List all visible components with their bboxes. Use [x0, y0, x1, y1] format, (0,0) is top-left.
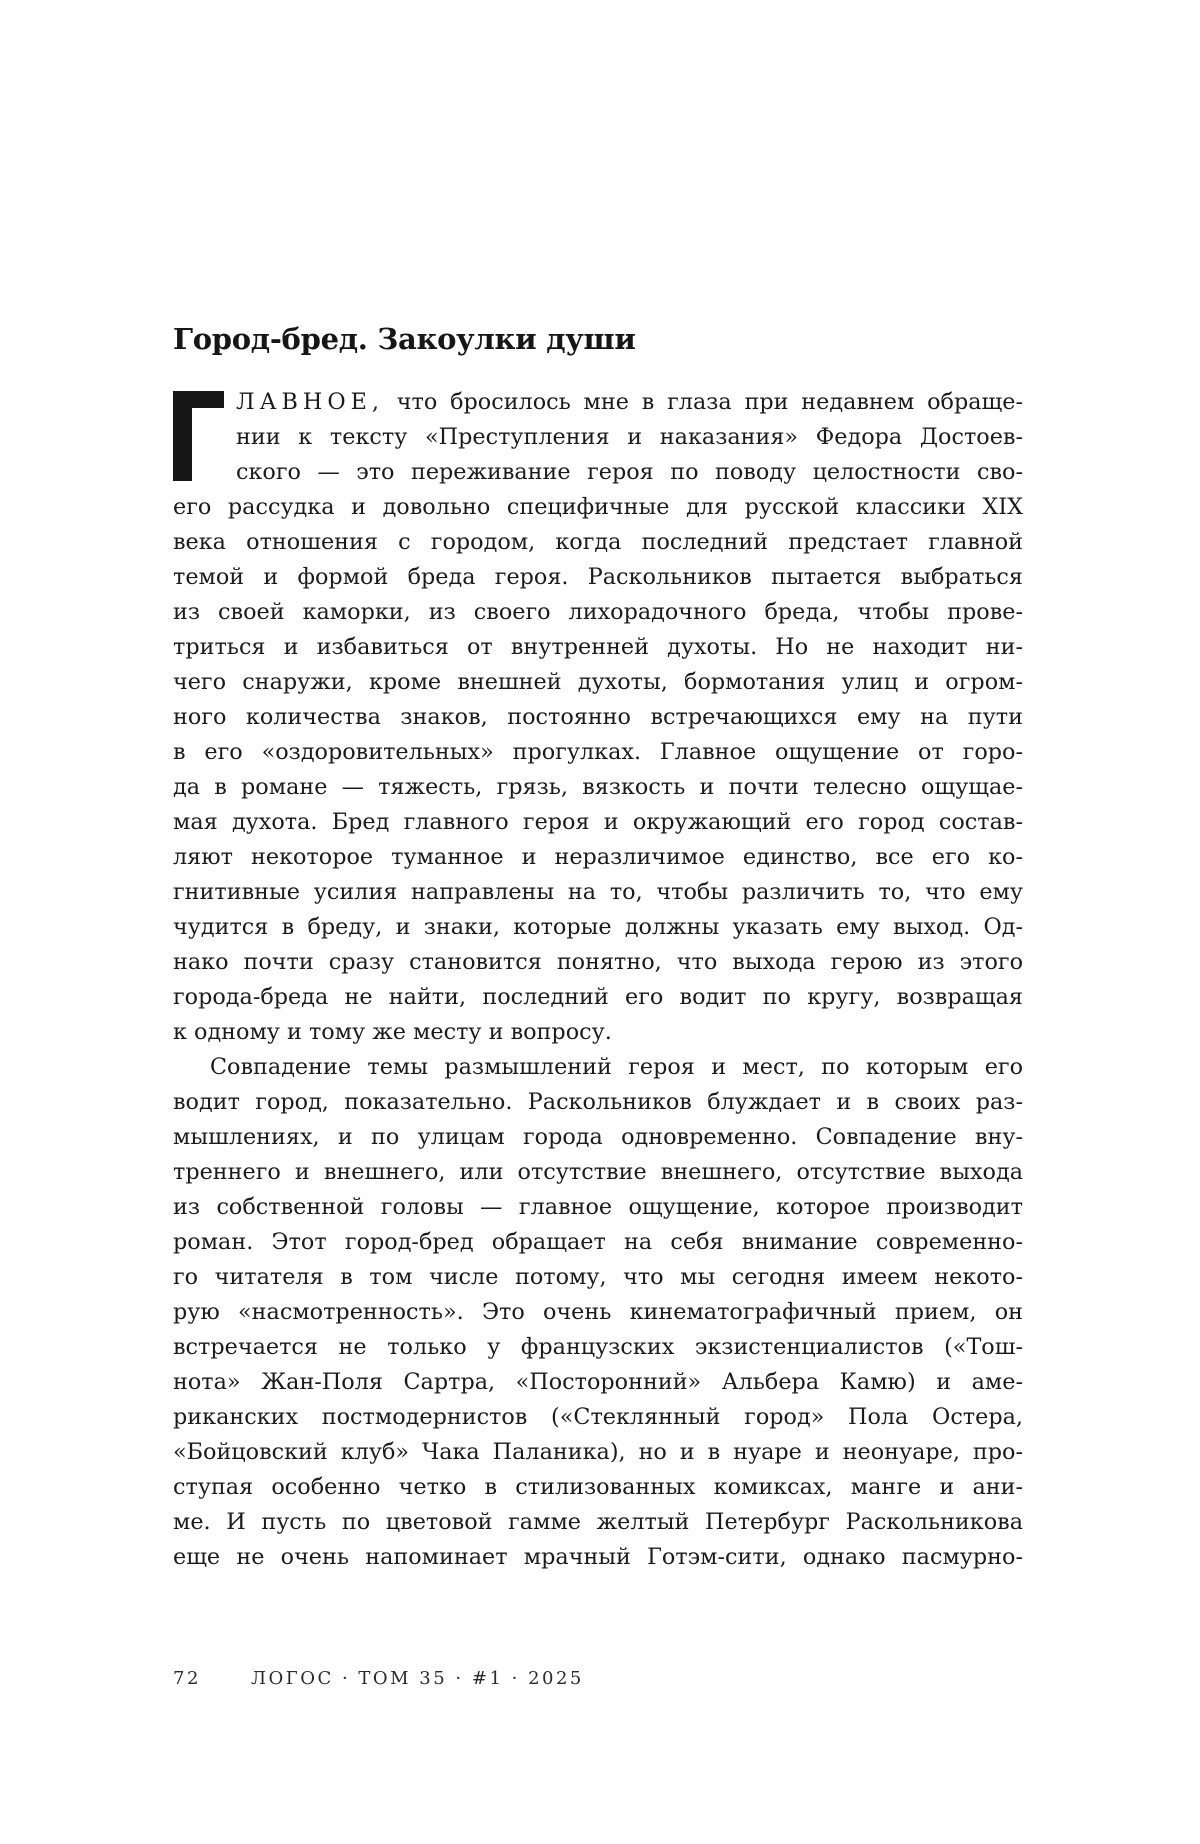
- text-line: чего снаружи, кроме внешней духоты, бормотания улиц и огром-: [173, 669, 1023, 695]
- text-line: мышлениях, и по улицам города одновременно. Совпадение вну-: [173, 1124, 1023, 1150]
- text-line: еще не очень напоминает мрачный Готэм-сити, однако пасмурно-: [173, 1544, 1023, 1570]
- text-line: нии к тексту «Преступления и наказания» Федора Достоев-: [236, 424, 1023, 450]
- text-line: гнитивные усилия направлены на то, чтобы различить то, что ему: [173, 879, 1023, 905]
- text-line: водит город, показательно. Раскольников блуждает и в своих раз-: [173, 1089, 1023, 1115]
- text-line: ступая особенно четко в стилизованных комиксах, манге и ани-: [173, 1474, 1023, 1500]
- text-line: Совпадение темы размышлений героя и мест, по которым его: [210, 1054, 1023, 1080]
- text-line: риканских постмодернистов («Стеклянный город» Пола Остера,: [173, 1404, 1023, 1430]
- text-line: нота» Жан-Поля Сартра, «Посторонний» Альбера Камю) и аме-: [173, 1369, 1023, 1395]
- page-footer: [173, 1668, 584, 1689]
- text-line: треннего и внешнего, или отсутствие внешнего, отсутствие выхода: [173, 1159, 1023, 1185]
- text-line: чудится в бреду, и знаки, которые должны указать ему выход. Од-: [173, 914, 1023, 940]
- text-line: ского — это переживание героя по поводу целостности сво-: [236, 459, 1023, 485]
- text-line: роман. Этот город-бред обращает на себя внимание современно-: [173, 1229, 1023, 1255]
- text-line: триться и избавиться от внутренней духоты. Но не находит ни-: [173, 634, 1023, 660]
- text-line: ЛАВНОЕ, что бросилось мне в глаза при недавнем обраще-: [236, 389, 1023, 415]
- lead-in-caps: ЛАВНОЕ,: [236, 389, 384, 415]
- text-line: ляют некоторое туманное и неразличимое единство, все его ко-: [173, 844, 1023, 870]
- text-line: нако почти сразу становится понятно, что выхода герою из этого: [173, 949, 1023, 975]
- text-line: «Бойцовский клуб» Чака Паланика), но и в нуаре и неонуаре, про-: [173, 1439, 1023, 1465]
- text-line: темой и формой бреда героя. Раскольников пытается выбраться: [173, 564, 1023, 590]
- section-heading: Город-бред. Закоулки души: [173, 322, 636, 356]
- body-text: [173, 385, 1023, 1575]
- page-number: 72: [173, 1668, 201, 1689]
- text-line: века отношения с городом, когда последний предстает главной: [173, 529, 1023, 555]
- running-title: ЛОГОС · ТОМ 35 · #1 · 2025: [251, 1668, 584, 1689]
- text-line: к одному и тому же месту и вопросу.: [173, 1019, 612, 1045]
- text-line: ного количества знаков, постоянно встречающихся ему на пути: [173, 704, 1023, 730]
- text-line: из собственной головы — главное ощущение, которое производит: [173, 1194, 1023, 1220]
- text-line: города-бреда не найти, последний его водит по кругу, возвращая: [173, 984, 1023, 1010]
- text-line: мая духота. Бред главного героя и окружающий его город состав-: [173, 809, 1023, 835]
- text-line: го читателя в том числе потому, что мы сегодня имеем некото-: [173, 1264, 1023, 1290]
- text-line: встречается не только у французских экзистенциалистов («Тош-: [173, 1334, 1023, 1360]
- text-line: да в романе — тяжесть, грязь, вязкость и почти телесно ощущае-: [173, 774, 1023, 800]
- text-line: в его «оздоровительных» прогулках. Главное ощущение от горо-: [173, 739, 1023, 765]
- text-line: рую «насмотренность». Это очень кинематографичный прием, он: [173, 1299, 1023, 1325]
- text-line: его рассудка и довольно специфичные для русской классики XIX: [173, 494, 1023, 520]
- text-line: из своей каморки, из своего лихорадочного бреда, чтобы прове-: [173, 599, 1023, 625]
- text-line: ме. И пусть по цветовой гамме желтый Петербург Раскольникова: [173, 1509, 1023, 1535]
